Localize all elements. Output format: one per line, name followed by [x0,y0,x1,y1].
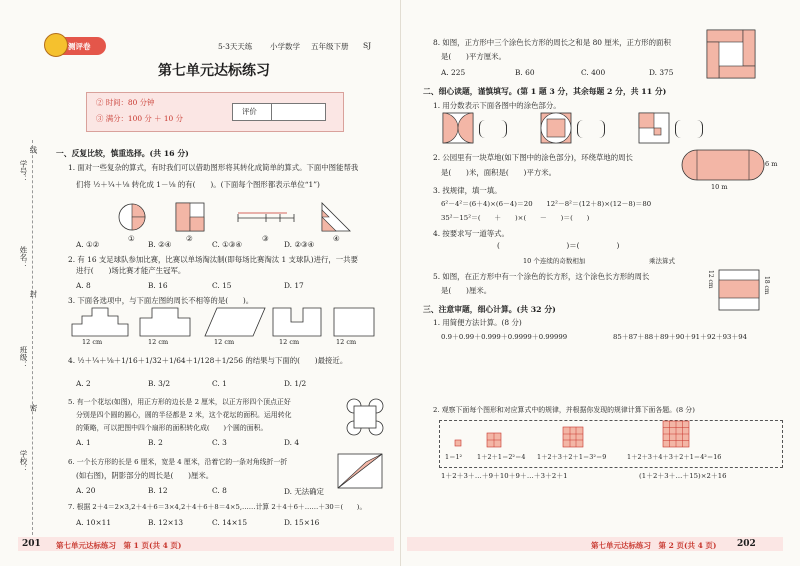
seal-mark-1: 线 [29,146,38,154]
q1-label-3: ③ [262,234,269,243]
q5-option-b[interactable]: B. 2 [148,438,163,447]
q5-line3: 的策略，可以把图中四个扇形的面积转化成( )个圆的面积。 [76,424,268,432]
s2-formula-4: 1＋2＋3＋4＋3＋2＋1＝4²＝16 [627,453,722,461]
s1-line1: 1. 用简便方法计算。(8 分) [433,318,522,327]
q3-dim-a: 12 cm [148,338,169,346]
q5-line2: 分别是四个圆的圆心，圆的半径都是 2 米，这个花坛的面积。运用转化 [76,411,292,419]
q6-line1: 6. 一个长方形的长是 6 厘米，宽是 4 厘米，沿着它的一条对角线折一折 [68,458,288,466]
score-info: ③ 满分：100 分 ＋ 10 分 [96,114,183,123]
q3-figure-main [72,308,128,338]
q4-option-c[interactable]: C. 1 [212,379,227,388]
r2-figure-lawn [683,148,763,182]
subject: 小学数学 [270,42,300,51]
footer-text-right: 第七单元达标练习 第 2 页(共 4 页) [591,541,717,550]
r4-line2[interactable]: ( )＝( ) [497,241,620,250]
q8-option-a[interactable]: A. 225 [441,68,466,77]
q3-dim-b: 12 cm [214,338,235,346]
r2-line1: 2. 公园里有一块草地(如下图中的涂色部分)，环绕草地的周长 [433,153,633,162]
q3-line1: 3. 下面各选项中，与下面左图的周长不相等的是( )。 [68,296,254,305]
q7-option-c[interactable]: C. 14×15 [212,518,248,527]
q1-label-4: ④ [333,234,340,243]
r5-figure-square [719,270,759,310]
q5-option-c[interactable]: C. 3 [212,438,227,447]
q2-option-c[interactable]: C. 15 [212,281,232,290]
section-2-title: 二、细心读题，谨慎填写。(第 1 题 3 分，其余每题 2 分，共 11 分) [423,87,667,96]
s1-expr-2: 85＋87＋88＋89＋90＋91＋92＋93＋94 [613,333,748,341]
r1-figure-2 [541,113,571,143]
q3-figure-c [273,308,321,338]
eval-label: 评价 [242,107,257,116]
edition: SJ [363,41,372,50]
s2-pattern-4 [663,421,689,447]
page-number-left: 201 [22,539,41,549]
s2-expr-2: (1＋2＋3＋…＋15)×2＋16 [639,472,727,480]
r4-caption-2: 乘法算式 [649,257,675,265]
q2-option-a[interactable]: A. 8 [76,281,91,290]
q8-option-d[interactable]: D. 375 [649,68,674,77]
binding-line [32,140,33,540]
q2-line1: 2. 有 16 支足球队参加比赛，比赛以单场淘汰制(即每场比赛淘汰 1 支球队)进行，一共要 [68,255,358,264]
q6-option-d[interactable]: D. 无法确定 [284,487,324,496]
q8-option-b[interactable]: B. 60 [515,68,535,77]
r4-line1: 4. 按要求写一道等式。 [433,229,509,238]
q1-line1: 1. 面对一些复杂的算式，有时我们可以借助图形将其转化成简单的算式。下面中图能帮我 [68,163,359,172]
r2-dim-width: 6 m [765,160,778,168]
eval-divider [271,103,272,121]
q5-figure-flowerbed [346,398,384,436]
q7-option-b[interactable]: B. 12×13 [148,518,184,527]
q8-figure-square [707,30,755,78]
q4-option-a[interactable]: A. 2 [76,379,91,388]
footer-text-left: 第七单元达标练习 第 1 页(共 4 页) [56,541,182,550]
q7-line1: 7. 根据 2＋4＝2×3,2＋4＋6＝3×4,2＋4＋6＋8＝4×5,……计算 2＋4＋6＋……＋30＝( )。 [68,503,367,511]
seal-mark-2: 封 [29,290,38,298]
time-info: ② 时间：80 分钟 [96,98,155,107]
q2-line2: 进行( )场比赛才能产生冠军。 [76,266,186,275]
q3-dim-main: 12 cm [82,338,103,346]
r1-figure-1 [443,113,473,143]
q4-line1: 4. ½＋¼＋⅛＋1/16＋1/32＋1/64＋1/128＋1/256 的结果与下面的( )最接近。 [68,356,348,365]
q4-option-d[interactable]: D. 1/2 [284,379,307,388]
q3-dim-d: 12 cm [336,338,357,346]
r1-figure-3 [639,113,669,143]
name-label: 姓名： [19,246,28,269]
student-id-label: 学号： [19,160,28,183]
r5-dim-1: 12 cm [707,270,714,289]
q5-line1: 5. 有一个花坛(如图)，用正方形的边长是 2 厘米，以正方形四个顶点正好 [68,398,291,406]
s2-pattern-1 [455,440,461,446]
q1-figure-square [176,203,204,231]
school-label: 学校： [19,450,28,473]
q3-dim-c: 12 cm [279,338,300,346]
q1-figure-segment [238,210,294,226]
q1-figure-circle [118,203,146,231]
q6-line2: (如右图)，阴影部分的周长是( )厘米。 [76,471,214,480]
r1-line1: 1. 用分数表示下面各图中的涂色部分。 [433,101,561,110]
q6-figure-fold [336,452,384,492]
seal-mark-3: 密 [29,404,38,412]
q1-option-a[interactable]: A. ①② [76,240,100,249]
q1-option-b[interactable]: B. ②④ [148,240,172,249]
r2-line2: 是( )米，面积是( )平方米。 [441,168,557,177]
r3-line1: 3. 找规律，填一填。 [433,186,502,195]
s2-expr-1: 1＋2＋3＋…＋9＋10＋9＋…＋3＋2＋1 [441,472,568,480]
section-3-title: 三、注意审题，细心计算。(共 32 分) [423,305,556,314]
mascot-icon [44,33,68,57]
s2-pattern-3 [563,427,583,447]
q7-option-d[interactable]: D. 15×16 [284,518,320,527]
r3-line3: 35²－15²＝( ＋ )×( － )＝( ) [441,214,590,222]
page-title: 第七单元达标练习 [158,63,270,79]
right-page [400,0,800,566]
q4-option-b[interactable]: B. 3/2 [148,379,171,388]
r1-answer-3[interactable] [675,120,703,138]
q6-option-b[interactable]: B. 12 [148,486,168,495]
section-1-title: 一、反复比较，慎重选择。(共 16 分) [56,149,189,158]
class-label: 班级： [19,346,28,369]
q5-option-a[interactable]: A. 1 [76,438,91,447]
q1-option-c[interactable]: C. ①③④ [212,240,242,249]
q8-line1: 8. 如图，正方形中三个涂色长方形的周长之和是 80 厘米，正方形的面积 [433,38,671,47]
q1-label-2: ② [186,234,193,243]
r5-line2: 是( )厘米。 [441,286,492,295]
q6-option-a[interactable]: A. 20 [76,486,96,495]
r3-line2: 6²－4²＝(6＋4)×(6－4)＝20 12²－8²＝(12＋8)×(12－8)＝80 [441,200,652,208]
q7-option-a[interactable]: A. 10×11 [76,518,112,527]
q1-option-d[interactable]: D. ②③④ [284,240,315,249]
q6-option-c[interactable]: C. 8 [212,486,227,495]
s2-pattern-2 [487,433,501,447]
grade: 五年级下册 [311,42,349,51]
series-name: 5·3天天练 [218,42,253,51]
r5-dim-2: 18 cm [763,276,770,295]
s2-formula-3: 1＋2＋3＋2＋1＝3²＝9 [537,453,607,461]
q1-figure-triangle [322,203,350,231]
r1-answer-1[interactable] [479,120,507,138]
s1-expr-1: 0.9＋0.99＋0.999＋0.9999＋0.99999 [441,333,568,341]
r2-dim-length: 10 m [711,183,728,191]
q2-option-b[interactable]: B. 16 [148,281,168,290]
q1-label-1: ① [128,234,135,243]
q5-option-d[interactable]: D. 4 [284,438,300,447]
q3-figure-d [334,308,374,338]
r5-line1: 5. 如图，在正方形中有一个涂色的长方形，这个涂色长方形的周长 [433,272,650,281]
q3-figure-b [205,308,265,338]
q1-line2: 们将 ½＋¼＋⅛ 转化成 1－⅛ 的有( )。(下面每个图形都表示单位“1”) [76,180,320,189]
q8-option-c[interactable]: C. 400 [581,68,606,77]
page-number-right: 202 [737,539,756,549]
r4-caption-1: 10 个连续的奇数相加 [523,257,586,265]
s2-formula-1: 1＝1² [445,453,463,461]
q3-figure-a [140,308,190,338]
q2-option-d[interactable]: D. 17 [284,281,304,290]
s2-formula-2: 1＋2＋1＝2²＝4 [477,453,526,461]
s2-line1: 2. 观察下面每个图形和对应算式中的规律，并根据你发现的规律计算下面各题。(8 分) [433,406,695,414]
r1-answer-2[interactable] [577,120,605,138]
badge-label: 测评卷 [68,42,91,51]
q8-line2: 是( )平方厘米。 [441,52,506,61]
